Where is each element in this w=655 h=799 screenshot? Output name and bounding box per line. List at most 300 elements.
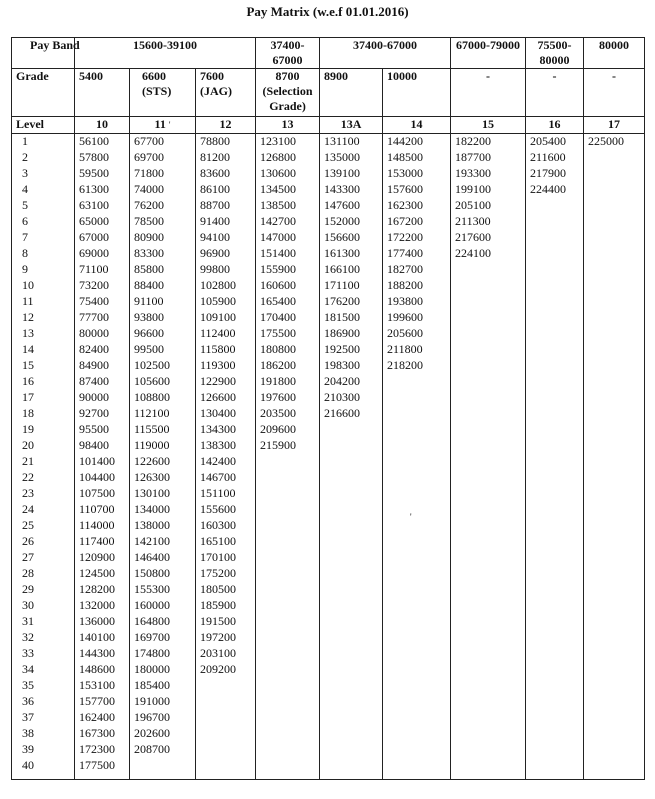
pay-cell: 217900 — [526, 166, 584, 182]
pay-cell — [526, 486, 584, 502]
pay-cell — [196, 694, 256, 710]
pay-cell — [584, 662, 645, 678]
pay-cell — [526, 262, 584, 278]
pay-cell: 142100 — [130, 534, 196, 550]
pay-cell — [526, 406, 584, 422]
pay-cell — [256, 518, 320, 534]
level-cell: 13 — [256, 117, 320, 134]
pay-cell: 165400 — [256, 294, 320, 310]
pay-cell: 126600 — [196, 390, 256, 406]
pay-cell — [526, 246, 584, 262]
pay-cell: 180000 — [130, 662, 196, 678]
pay-cell: 187700 — [451, 150, 526, 166]
pay-cell — [584, 598, 645, 614]
level-cell: 17 — [584, 117, 645, 134]
pay-cell — [320, 694, 383, 710]
pay-cell — [451, 390, 526, 406]
pay-cell — [383, 550, 451, 566]
pay-cell — [256, 550, 320, 566]
pay-cell: 165100 — [196, 534, 256, 550]
pay-cell: 134000 — [130, 502, 196, 518]
table-row — [12, 150, 645, 166]
pay-cell: 94100 — [196, 230, 256, 246]
table-row — [12, 710, 645, 726]
pay-cell: 162400 — [75, 710, 130, 726]
pay-cell: 225000 — [584, 134, 645, 151]
pay-cell: 150800 — [130, 566, 196, 582]
pay-cell — [584, 214, 645, 230]
pay-cell — [584, 678, 645, 694]
pay-cell: 122900 — [196, 374, 256, 390]
pay-cell: 186900 — [320, 326, 383, 342]
pay-cell: 202600 — [130, 726, 196, 742]
pay-cell: 119000 — [130, 438, 196, 454]
pay-cell: 146400 — [130, 550, 196, 566]
pay-cell: 119300 — [196, 358, 256, 374]
row-index-cell: 14 — [12, 342, 75, 358]
pay-cell: 61300 — [75, 182, 130, 198]
row-index-cell: 9 — [12, 262, 75, 278]
pay-cell: 93800 — [130, 310, 196, 326]
pay-cell: 209600 — [256, 422, 320, 438]
pay-cell: 138000 — [130, 518, 196, 534]
pay-cell — [256, 710, 320, 726]
pay-cell: 76200 — [130, 198, 196, 214]
pay-cell: 161300 — [320, 246, 383, 262]
pay-cell — [584, 262, 645, 278]
pay-cell — [320, 646, 383, 662]
pay-cell — [526, 374, 584, 390]
pay-cell: 56100 — [75, 134, 130, 151]
pay-cell — [383, 486, 451, 502]
table-row — [12, 582, 645, 598]
pay-cell — [584, 438, 645, 454]
pay-cell — [451, 534, 526, 550]
pay-cell: 134500 — [256, 182, 320, 198]
pay-cell — [451, 502, 526, 518]
pay-cell — [383, 518, 451, 534]
pay-cell: 164800 — [130, 614, 196, 630]
table-row — [12, 502, 645, 518]
pay-band-cell: 67000-79000 — [451, 38, 526, 69]
pay-cell — [451, 518, 526, 534]
pay-cell: 160000 — [130, 598, 196, 614]
level-label: Level — [12, 117, 75, 134]
pay-cell: 87400 — [75, 374, 130, 390]
pay-cell: 147000 — [256, 230, 320, 246]
pay-band-cell: 80000 — [584, 38, 645, 69]
pay-cell — [526, 214, 584, 230]
pay-cell — [451, 678, 526, 694]
pay-cell — [584, 758, 645, 780]
pay-cell: 120900 — [75, 550, 130, 566]
row-index-cell: 32 — [12, 630, 75, 646]
pay-cell — [526, 758, 584, 780]
pay-cell — [584, 358, 645, 374]
pay-cell: 176200 — [320, 294, 383, 310]
pay-cell: 75400 — [75, 294, 130, 310]
pay-cell — [584, 342, 645, 358]
pay-cell: 83300 — [130, 246, 196, 262]
pay-band-cell: 37400-67000 — [320, 38, 451, 69]
pay-cell: 126800 — [256, 150, 320, 166]
pay-cell: 96900 — [196, 246, 256, 262]
pay-cell — [451, 454, 526, 470]
pay-cell — [196, 758, 256, 780]
pay-cell — [256, 502, 320, 518]
pay-band-cell: 37400-67000 — [256, 38, 320, 69]
pay-cell: 151400 — [256, 246, 320, 262]
table-row — [12, 438, 645, 454]
pay-cell — [584, 646, 645, 662]
pay-cell: 157700 — [75, 694, 130, 710]
pay-cell — [320, 710, 383, 726]
row-index-cell: 10 — [12, 278, 75, 294]
table-row — [12, 646, 645, 662]
table-row — [12, 678, 645, 694]
row-index-cell: 11 — [12, 294, 75, 310]
pay-cell: 142700 — [256, 214, 320, 230]
pay-cell — [526, 422, 584, 438]
pay-cell — [383, 438, 451, 454]
table-row — [12, 326, 645, 342]
pay-cell: 160300 — [196, 518, 256, 534]
pay-cell — [451, 550, 526, 566]
row-index-cell: 40 — [12, 758, 75, 780]
pay-cell — [320, 470, 383, 486]
pay-cell — [451, 630, 526, 646]
pay-cell — [256, 486, 320, 502]
pay-cell — [526, 518, 584, 534]
pay-cell — [451, 342, 526, 358]
table-row — [12, 454, 645, 470]
pay-cell: 123100 — [256, 134, 320, 151]
pay-cell: 182700 — [383, 262, 451, 278]
level-cell: 12 — [196, 117, 256, 134]
pay-cell — [451, 278, 526, 294]
pay-cell — [451, 598, 526, 614]
pay-cell — [526, 230, 584, 246]
pay-cell: 95500 — [75, 422, 130, 438]
pay-cell: 74000 — [130, 182, 196, 198]
pay-cell: 122600 — [130, 454, 196, 470]
pay-cell — [383, 582, 451, 598]
pay-cell: 155900 — [256, 262, 320, 278]
pay-cell: 175500 — [256, 326, 320, 342]
row-index-cell: 18 — [12, 406, 75, 422]
pay-cell: 211300 — [451, 214, 526, 230]
pay-cell: 112400 — [196, 326, 256, 342]
pay-cell: 114000 — [75, 518, 130, 534]
pay-cell — [320, 502, 383, 518]
pay-cell: 88700 — [196, 198, 256, 214]
pay-cell — [451, 262, 526, 278]
row-index-cell: 28 — [12, 566, 75, 582]
pay-cell: 80000 — [75, 326, 130, 342]
pay-cell: 134300 — [196, 422, 256, 438]
grade-cell: 5400 — [75, 69, 130, 117]
pay-cell: 138500 — [256, 198, 320, 214]
row-index-cell: 33 — [12, 646, 75, 662]
pay-cell: 186200 — [256, 358, 320, 374]
matrix-body — [12, 134, 645, 780]
pay-cell: 153000 — [383, 166, 451, 182]
pay-cell: 69700 — [130, 150, 196, 166]
pay-cell: 98400 — [75, 438, 130, 454]
pay-cell: 115800 — [196, 342, 256, 358]
pay-cell — [584, 502, 645, 518]
table-row — [12, 342, 645, 358]
pay-cell: 69000 — [75, 246, 130, 262]
pay-cell — [383, 534, 451, 550]
pay-cell — [526, 294, 584, 310]
pay-cell — [584, 454, 645, 470]
pay-cell: 205100 — [451, 198, 526, 214]
pay-cell: 110700 — [75, 502, 130, 518]
pay-cell — [196, 710, 256, 726]
pay-cell — [584, 486, 645, 502]
pay-cell — [451, 422, 526, 438]
table-row — [12, 518, 645, 534]
pay-cell — [383, 630, 451, 646]
pay-cell: 191500 — [196, 614, 256, 630]
pay-cell: 216600 — [320, 406, 383, 422]
pay-cell: 192500 — [320, 342, 383, 358]
pay-cell — [584, 374, 645, 390]
pay-cell — [584, 390, 645, 406]
pay-cell: 85800 — [130, 262, 196, 278]
pay-cell: 198300 — [320, 358, 383, 374]
pay-cell: 157600 — [383, 182, 451, 198]
pay-cell: 147600 — [320, 198, 383, 214]
pay-cell: 160600 — [256, 278, 320, 294]
pay-cell — [383, 662, 451, 678]
grade-cell: 8900 — [320, 69, 383, 117]
pay-cell: 199100 — [451, 182, 526, 198]
row-index-cell: 27 — [12, 550, 75, 566]
pay-cell: 99800 — [196, 262, 256, 278]
pay-cell — [383, 694, 451, 710]
pay-cell: 205600 — [383, 326, 451, 342]
grade-cell: - — [526, 69, 584, 117]
pay-cell: 143300 — [320, 182, 383, 198]
pay-cell: 105900 — [196, 294, 256, 310]
grade-cell: 7600 (JAG) — [196, 69, 256, 117]
pay-cell — [383, 646, 451, 662]
row-index-cell: 2 — [12, 150, 75, 166]
pay-cell: 82400 — [75, 342, 130, 358]
table-row — [12, 406, 645, 422]
pay-cell — [451, 710, 526, 726]
page-title: Pay Matrix (w.e.f 01.01.2016) — [246, 4, 409, 19]
pay-cell — [320, 518, 383, 534]
pay-cell — [526, 470, 584, 486]
pay-cell: 78800 — [196, 134, 256, 151]
pay-cell — [584, 614, 645, 630]
pay-cell — [526, 198, 584, 214]
pay-cell: 177400 — [383, 246, 451, 262]
pay-cell: 181500 — [320, 310, 383, 326]
table-row — [12, 214, 645, 230]
pay-cell — [256, 758, 320, 780]
pay-cell — [526, 278, 584, 294]
pay-cell — [526, 630, 584, 646]
pay-cell — [320, 566, 383, 582]
pay-cell: 204200 — [320, 374, 383, 390]
level-cell: 13A — [320, 117, 383, 134]
pay-cell: 153100 — [75, 678, 130, 694]
pay-cell — [584, 294, 645, 310]
pay-cell: 203100 — [196, 646, 256, 662]
pay-cell — [526, 662, 584, 678]
pay-cell: 224400 — [526, 182, 584, 198]
pay-cell: 205400 — [526, 134, 584, 151]
pay-cell — [383, 758, 451, 780]
pay-cell: 132000 — [75, 598, 130, 614]
pay-cell: 130600 — [256, 166, 320, 182]
pay-cell: 174800 — [130, 646, 196, 662]
pay-cell — [526, 358, 584, 374]
pay-cell: 188200 — [383, 278, 451, 294]
level-cell: 15 — [451, 117, 526, 134]
pay-cell: 224100 — [451, 246, 526, 262]
pay-cell — [584, 550, 645, 566]
pay-cell — [584, 710, 645, 726]
pay-cell: 142400 — [196, 454, 256, 470]
pay-cell — [526, 454, 584, 470]
pay-cell: 185900 — [196, 598, 256, 614]
pay-cell — [584, 150, 645, 166]
pay-cell: 71800 — [130, 166, 196, 182]
pay-cell: 215900 — [256, 438, 320, 454]
pay-cell — [451, 358, 526, 374]
pay-cell — [451, 486, 526, 502]
pay-cell — [383, 598, 451, 614]
row-index-cell: 22 — [12, 470, 75, 486]
pay-cell — [584, 582, 645, 598]
pay-cell: 104400 — [75, 470, 130, 486]
pay-cell — [383, 742, 451, 758]
pay-cell — [383, 678, 451, 694]
pay-cell — [584, 566, 645, 582]
row-index-cell: 20 — [12, 438, 75, 454]
row-index-cell: 16 — [12, 374, 75, 390]
pay-cell — [584, 694, 645, 710]
pay-cell: 131100 — [320, 134, 383, 151]
pay-cell — [383, 422, 451, 438]
pay-cell: 156600 — [320, 230, 383, 246]
pay-cell — [320, 438, 383, 454]
pay-cell — [130, 758, 196, 780]
pay-cell: 73200 — [75, 278, 130, 294]
row-index-cell: 24 — [12, 502, 75, 518]
pay-cell — [451, 742, 526, 758]
pay-cell — [584, 630, 645, 646]
table-row — [12, 262, 645, 278]
table-row — [12, 390, 645, 406]
row-index-cell: 35 — [12, 678, 75, 694]
table-row — [12, 534, 645, 550]
pay-cell: 172200 — [383, 230, 451, 246]
pay-cell: 148500 — [383, 150, 451, 166]
pay-cell: 196700 — [130, 710, 196, 726]
pay-cell — [584, 326, 645, 342]
pay-band-cell: 75500-80000 — [526, 38, 584, 69]
table-row — [12, 566, 645, 582]
grade-cell: - — [584, 69, 645, 117]
pay-cell — [383, 710, 451, 726]
pay-cell: 136000 — [75, 614, 130, 630]
pay-cell: 152000 — [320, 214, 383, 230]
row-index-cell: 12 — [12, 310, 75, 326]
pay-cell — [451, 614, 526, 630]
pay-cell: 171100 — [320, 278, 383, 294]
pay-band-label: Pay Band — [12, 38, 75, 69]
pay-cell: 199600 — [383, 310, 451, 326]
pay-cell — [383, 390, 451, 406]
pay-cell: 126300 — [130, 470, 196, 486]
pay-cell — [256, 662, 320, 678]
row-index-cell: 17 — [12, 390, 75, 406]
pay-cell: 107500 — [75, 486, 130, 502]
pay-cell — [256, 534, 320, 550]
pay-cell — [320, 598, 383, 614]
pay-cell — [584, 406, 645, 422]
row-index-cell: 23 — [12, 486, 75, 502]
pay-cell — [451, 582, 526, 598]
pay-cell: 167200 — [383, 214, 451, 230]
row-index-cell: 5 — [12, 198, 75, 214]
pay-cell: 148600 — [75, 662, 130, 678]
pay-cell — [256, 454, 320, 470]
table-row — [12, 662, 645, 678]
pay-cell: 101400 — [75, 454, 130, 470]
pay-cell — [451, 326, 526, 342]
pay-cell — [451, 694, 526, 710]
pay-cell — [584, 182, 645, 198]
row-index-cell: 26 — [12, 534, 75, 550]
pay-cell: 135000 — [320, 150, 383, 166]
pay-cell: 177500 — [75, 758, 130, 780]
pay-cell: 144200 — [383, 134, 451, 151]
table-row — [12, 310, 645, 326]
table-row — [12, 742, 645, 758]
table-row — [12, 550, 645, 566]
grade-label: Grade — [12, 69, 75, 117]
pay-cell: 144300 — [75, 646, 130, 662]
pay-cell: 91100 — [130, 294, 196, 310]
table-row — [12, 166, 645, 182]
pay-cell — [196, 726, 256, 742]
pay-cell: 71100 — [75, 262, 130, 278]
pay-cell: 155300 — [130, 582, 196, 598]
pay-cell — [451, 566, 526, 582]
table-row — [12, 630, 645, 646]
pay-cell: 78500 — [130, 214, 196, 230]
pay-cell — [526, 390, 584, 406]
pay-cell — [584, 534, 645, 550]
table-row — [12, 422, 645, 438]
pay-cell: 218200 — [383, 358, 451, 374]
pay-cell — [383, 502, 451, 518]
row-index-cell: 4 — [12, 182, 75, 198]
pay-cell — [451, 470, 526, 486]
pay-cell — [584, 726, 645, 742]
pay-cell — [256, 470, 320, 486]
stray-mark: ' — [410, 512, 412, 522]
pay-cell: 175200 — [196, 566, 256, 582]
pay-cell: 210300 — [320, 390, 383, 406]
